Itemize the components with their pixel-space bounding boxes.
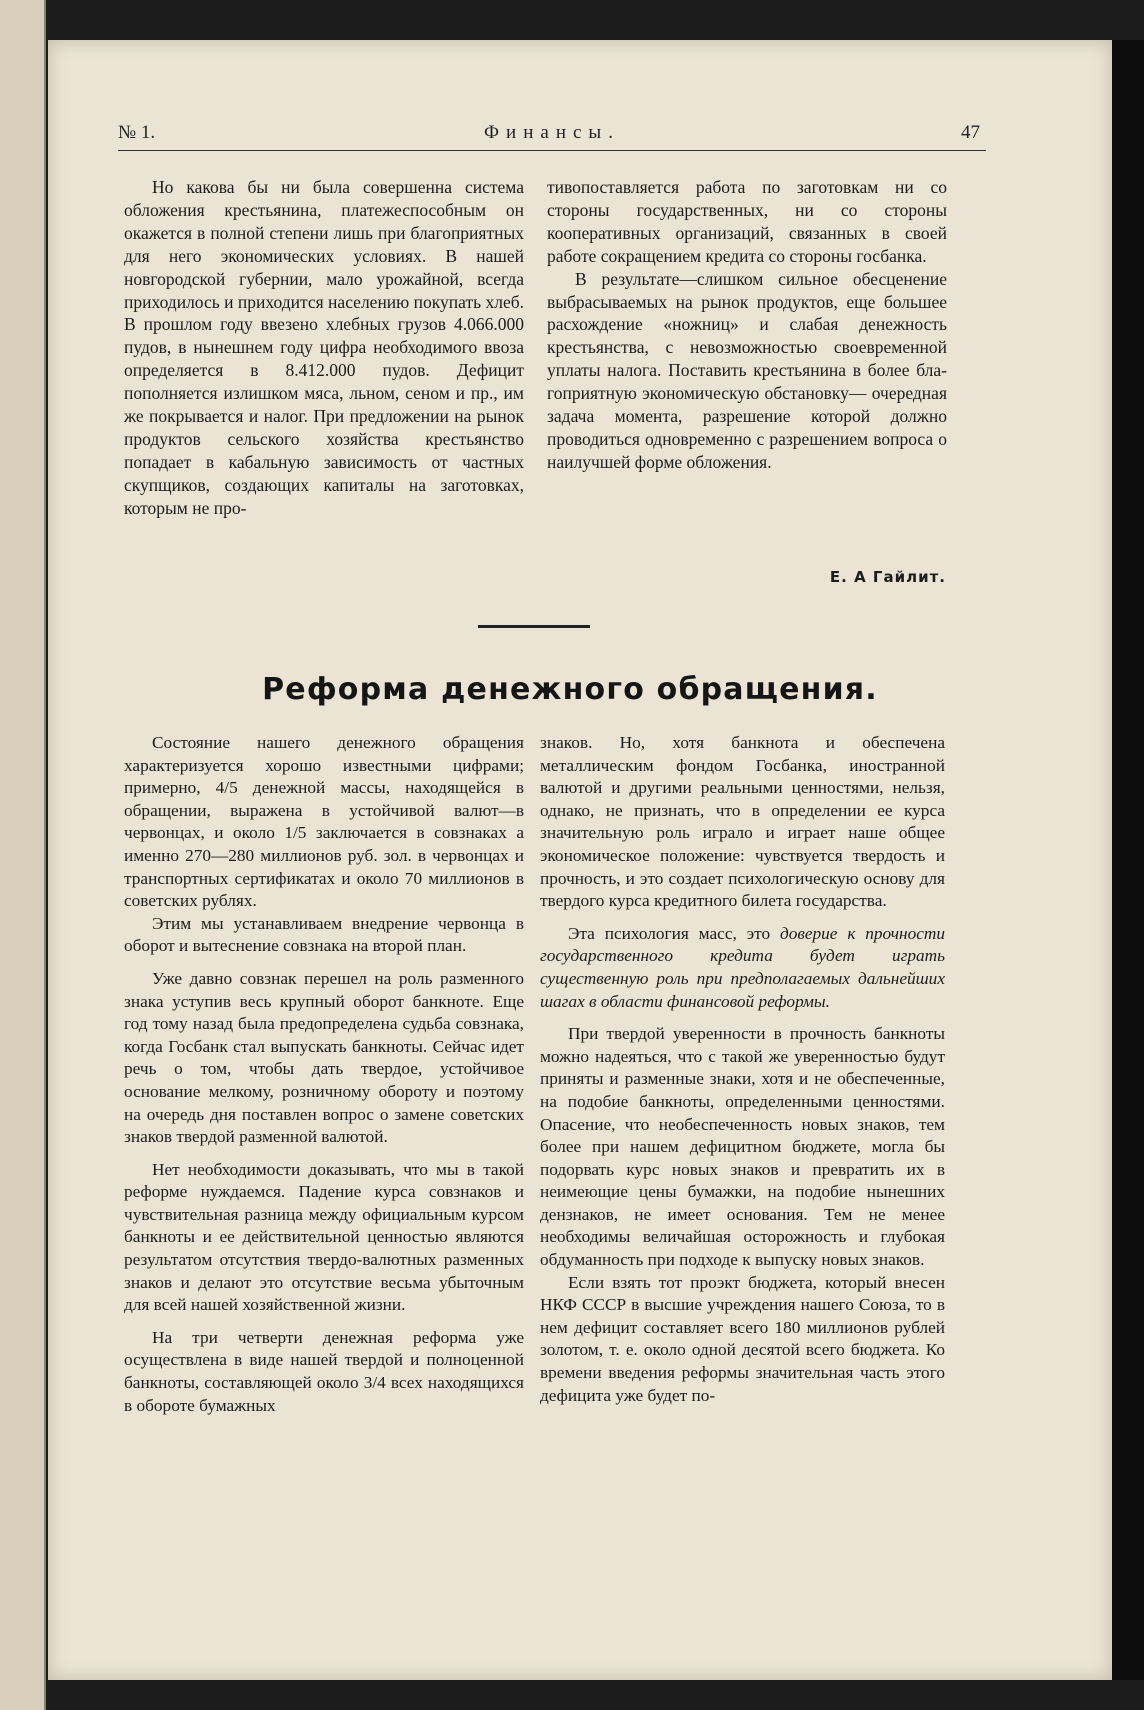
paragraph: Этим мы устанавливаем внедрение червонца в оборот и вытеснение совзнака на второй план. — [124, 913, 524, 956]
paragraph: Если взять тот проэкт бюджета, который внесен НКФ СССР в высшие учреждения нашего Союза, то в нем дефицит составляет всего 180 миллионов рублей золотом, т. е. около одной десятой всего бюджета. Ко времени введения реформы значительная часть этого дефицита уже будет по- — [540, 1272, 945, 1405]
emphasized-text: доверие к прочности государственного кредита будет играть существенную роль при предполагаемых дальнейших шагах в области финансовой реформы. — [540, 923, 945, 1011]
paragraph — [540, 923, 945, 1013]
article1-left-column — [124, 176, 524, 520]
author-signature: Е. А Гайлит. — [829, 568, 946, 586]
paragraph: Но какова бы ни была совершенна система обложения крестьянина, платежеспособным он окажется в полной степени лишь при благоприятных для него экономических условиях. В нашей новгородской губернии, мало урожайной, всегда приходилось и приходится населению покупать хлеб. В прошлом году ввезено хлебных грузов 4.066.000 пудов, в нынешнем году цифра необходимого ввоза определяется в 8.412.000 пудов. Дефицит пополняется излишком мяса, льном, сеном и пр., им же покрывается и налог. При предложении на рынок продуктов сельского хозяйства крестьянство попадает в кабальную зависимость от частных скупщиков, создающих капиталы на заготовках, которым не про- — [124, 177, 524, 518]
section-divider — [478, 625, 590, 628]
right-border — [1112, 40, 1144, 1680]
paragraph: знаков. Но, хотя банкнота и обеспечена металлическим фондом Госбанка, иностранной валютой и другими реальными ценностями, нельзя, однако, не признать, что в определении ее курса значительную роль играло и играет наше общее экономическое положение: чувствуется твердость и прочность, и это создает психологическую основу для твердого курса кредитного билета государства. — [540, 733, 945, 911]
paragraph: При твердой уверенности в прочность банкноты можно надеяться, что с такой же уверенностью будут приняты и разменные знаки, хотя и не обеспеченные, на подобие банкноты, определенными ценностями. Опасение, что необеспеченность новых знаков, тем более при нашем дефицитном бюджете, могла бы подорвать курс новых знаков и превратить их в неимеющие цены бумажки, на подобие нынешних дензнаков, не имеет основания. Тем не менее необходимы величайшая осторожность и глубокая обдуманность при подходе к выпуску новых знаков. — [540, 1024, 945, 1270]
page-header — [118, 120, 986, 151]
paragraph: Нет необходимости доказывать, что мы в такой реформе нуждаемся. Падение курса совзнаков и чувствительная разница между официальным курсом банкноты и ее действительной ценностью являются результатом отсутствия твердо-валютных разменных знаков и делают это отсутствие весьма убыточным для всей нашей хозяйственной жизни. — [124, 1159, 524, 1315]
journal-title: Финансы. — [484, 122, 620, 143]
article2-right-column — [540, 732, 945, 1407]
issue-number: № 1. — [118, 122, 156, 143]
article1-right-column — [547, 176, 947, 474]
page-number: 47 — [961, 122, 980, 143]
paragraph: тивопоставляется работа по заготовкам ни со стороны государственных, ни со стороны кооперативных организаций, связанных в своей работе сокращением кредита со стороны госбанка. — [547, 177, 947, 266]
paragraph: Состояние нашего денежного обращения характеризуется хорошо известными цифрами; примерно, 4/5 денежной массы, находящейся в обращении, выражена в устойчивой валют—в червонцах, и около 1/5 заключается в совзнаках а именно 270—280 миллионов руб. зол. в червонцах и транспортных сертификатах и около 70 миллионов в советских рублях. — [124, 733, 524, 911]
article2-left-column — [124, 732, 524, 1417]
left-page-edge — [0, 0, 46, 1710]
paragraph: Уже давно совзнак перешел на роль разменного знака уступив весь крупный оборот банкноте. Еще год тому назад была предопределена судьба совзнака, когда Госбанк стал выпускать банкноты. Сейчас идет речь о том, чтобы дать твердое, устойчивое основание мелкому, розничному обороту и поэтому на очередь дня поставлен вопрос о замене советских знаков твердой разменной валютой. — [124, 968, 524, 1147]
article-title: Реформа денежного обращения. — [262, 672, 878, 707]
paragraph: На три четверти денежная реформа уже осуществлена в виде нашей твердой и полноценной банкноты, составляющей около 3/4 всех находящихся в обороте бумажных — [124, 1327, 524, 1415]
paragraph: В результате—слишком сильное обесценение выбрасываемых на рынок продуктов, еще большее расхождение «ножниц» и слабая денежность крестьянства, с невозможностью своевременной уплаты налога. Поставить крестьянина в более благоприятную экономическую обстановку— очередная задача момента, разрешение которой должно проводиться одновременно с разрешением вопроса о наилучшей форме обложения. — [547, 268, 947, 472]
paragraph-text: Эта психология масс, это — [568, 923, 780, 943]
